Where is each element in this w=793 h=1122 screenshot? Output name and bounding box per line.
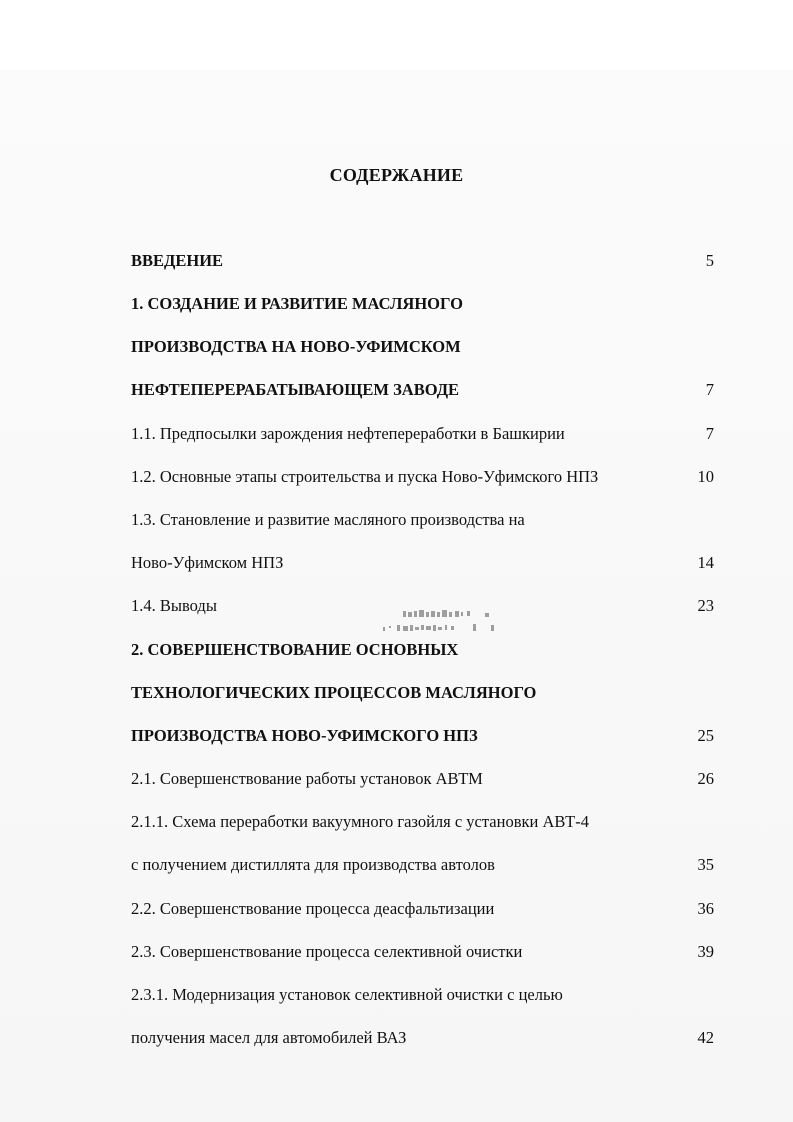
toc-entry-label: 2.3.1. Модернизация установок селективной очистки с целью xyxy=(131,985,563,1004)
toc-entry-label: 1.2. Основные этапы строительства и пуска Ново-Уфимского НПЗ xyxy=(131,467,599,486)
toc-entry xyxy=(131,249,714,273)
toc-entry-label: 2.2. Совершенствование процесса деасфальтизации xyxy=(131,899,495,918)
toc-entry-page: 36 xyxy=(697,899,714,918)
toc-entry xyxy=(131,897,714,921)
toc-entry xyxy=(131,940,714,964)
toc-entry xyxy=(131,767,714,791)
toc-entry-label: ВВЕДЕНИЕ xyxy=(131,251,224,270)
toc-entry xyxy=(131,724,714,748)
toc-entry xyxy=(131,638,714,662)
toc-entry xyxy=(131,292,714,316)
toc-entry-page: 7 xyxy=(705,424,714,443)
toc-entry-page: 7 xyxy=(705,380,714,399)
toc-entry-page: 39 xyxy=(697,942,714,961)
toc-entry-label: 2. СОВЕРШЕНСТВОВАНИЕ ОСНОВНЫХ xyxy=(131,640,459,659)
page-title: СОДЕРЖАНИЕ xyxy=(329,165,464,185)
toc-entry-page: 23 xyxy=(697,596,714,615)
toc-entry-page: 10 xyxy=(697,467,714,486)
toc-entry-label: 1. СОЗДАНИЕ И РАЗВИТИЕ МАСЛЯНОГО xyxy=(131,294,463,313)
toc-entry-page: 14 xyxy=(697,553,714,572)
stamp-noise-graphic xyxy=(375,607,500,637)
toc-entry-label: 1.4. Выводы xyxy=(131,596,217,615)
toc-entry-label: 1.1. Предпосылки зарождения нефтепереработки в Башкирии xyxy=(131,424,565,443)
toc-entry xyxy=(131,1026,714,1050)
toc-entry-label: с получением дистиллята для производства автолов xyxy=(131,855,495,874)
toc-entry xyxy=(131,551,714,575)
toc-entry-label: получения масел для автомобилей ВАЗ xyxy=(131,1028,407,1047)
toc-entry-label: 1.3. Становление и развитие масляного производства на xyxy=(131,510,525,529)
toc-entry-page: 35 xyxy=(697,855,714,874)
toc-entry-label: ТЕХНОЛОГИЧЕСКИХ ПРОЦЕССОВ МАСЛЯНОГО xyxy=(131,683,537,702)
toc-entry-label: 2.1.1. Схема переработки вакуумного газойля с установки АВТ-4 xyxy=(131,812,589,831)
toc-entry xyxy=(131,508,714,532)
toc-entry-page: 26 xyxy=(697,769,714,788)
toc-entry xyxy=(131,983,714,1007)
toc-entry xyxy=(131,335,714,359)
toc-entry xyxy=(131,853,714,877)
faded-stamp-mark xyxy=(375,607,500,637)
toc-entry-label: Ново-Уфимском НПЗ xyxy=(131,553,284,572)
toc-entry-label: ПРОИЗВОДСТВА НОВО-УФИМСКОГО НПЗ xyxy=(131,726,478,745)
toc-entry xyxy=(131,681,714,705)
toc-entry-label: 2.3. Совершенствование процесса селективной очистки xyxy=(131,942,523,961)
toc-entry-label: НЕФТЕПЕРЕРАБАТЫВАЮЩЕМ ЗАВОДЕ xyxy=(131,380,460,399)
toc-entry xyxy=(131,422,714,446)
toc-entry-page: 25 xyxy=(697,726,714,745)
toc-entry-page: 42 xyxy=(697,1028,714,1047)
toc-entry-page: 5 xyxy=(705,251,714,270)
toc-entry-label: 2.1. Совершенствование работы установок АВТМ xyxy=(131,769,483,788)
toc-entry-label: ПРОИЗВОДСТВА НА НОВО-УФИМСКОМ xyxy=(131,337,461,356)
toc-entry xyxy=(131,810,714,834)
toc-entry xyxy=(131,465,714,489)
toc-entry xyxy=(131,378,714,402)
